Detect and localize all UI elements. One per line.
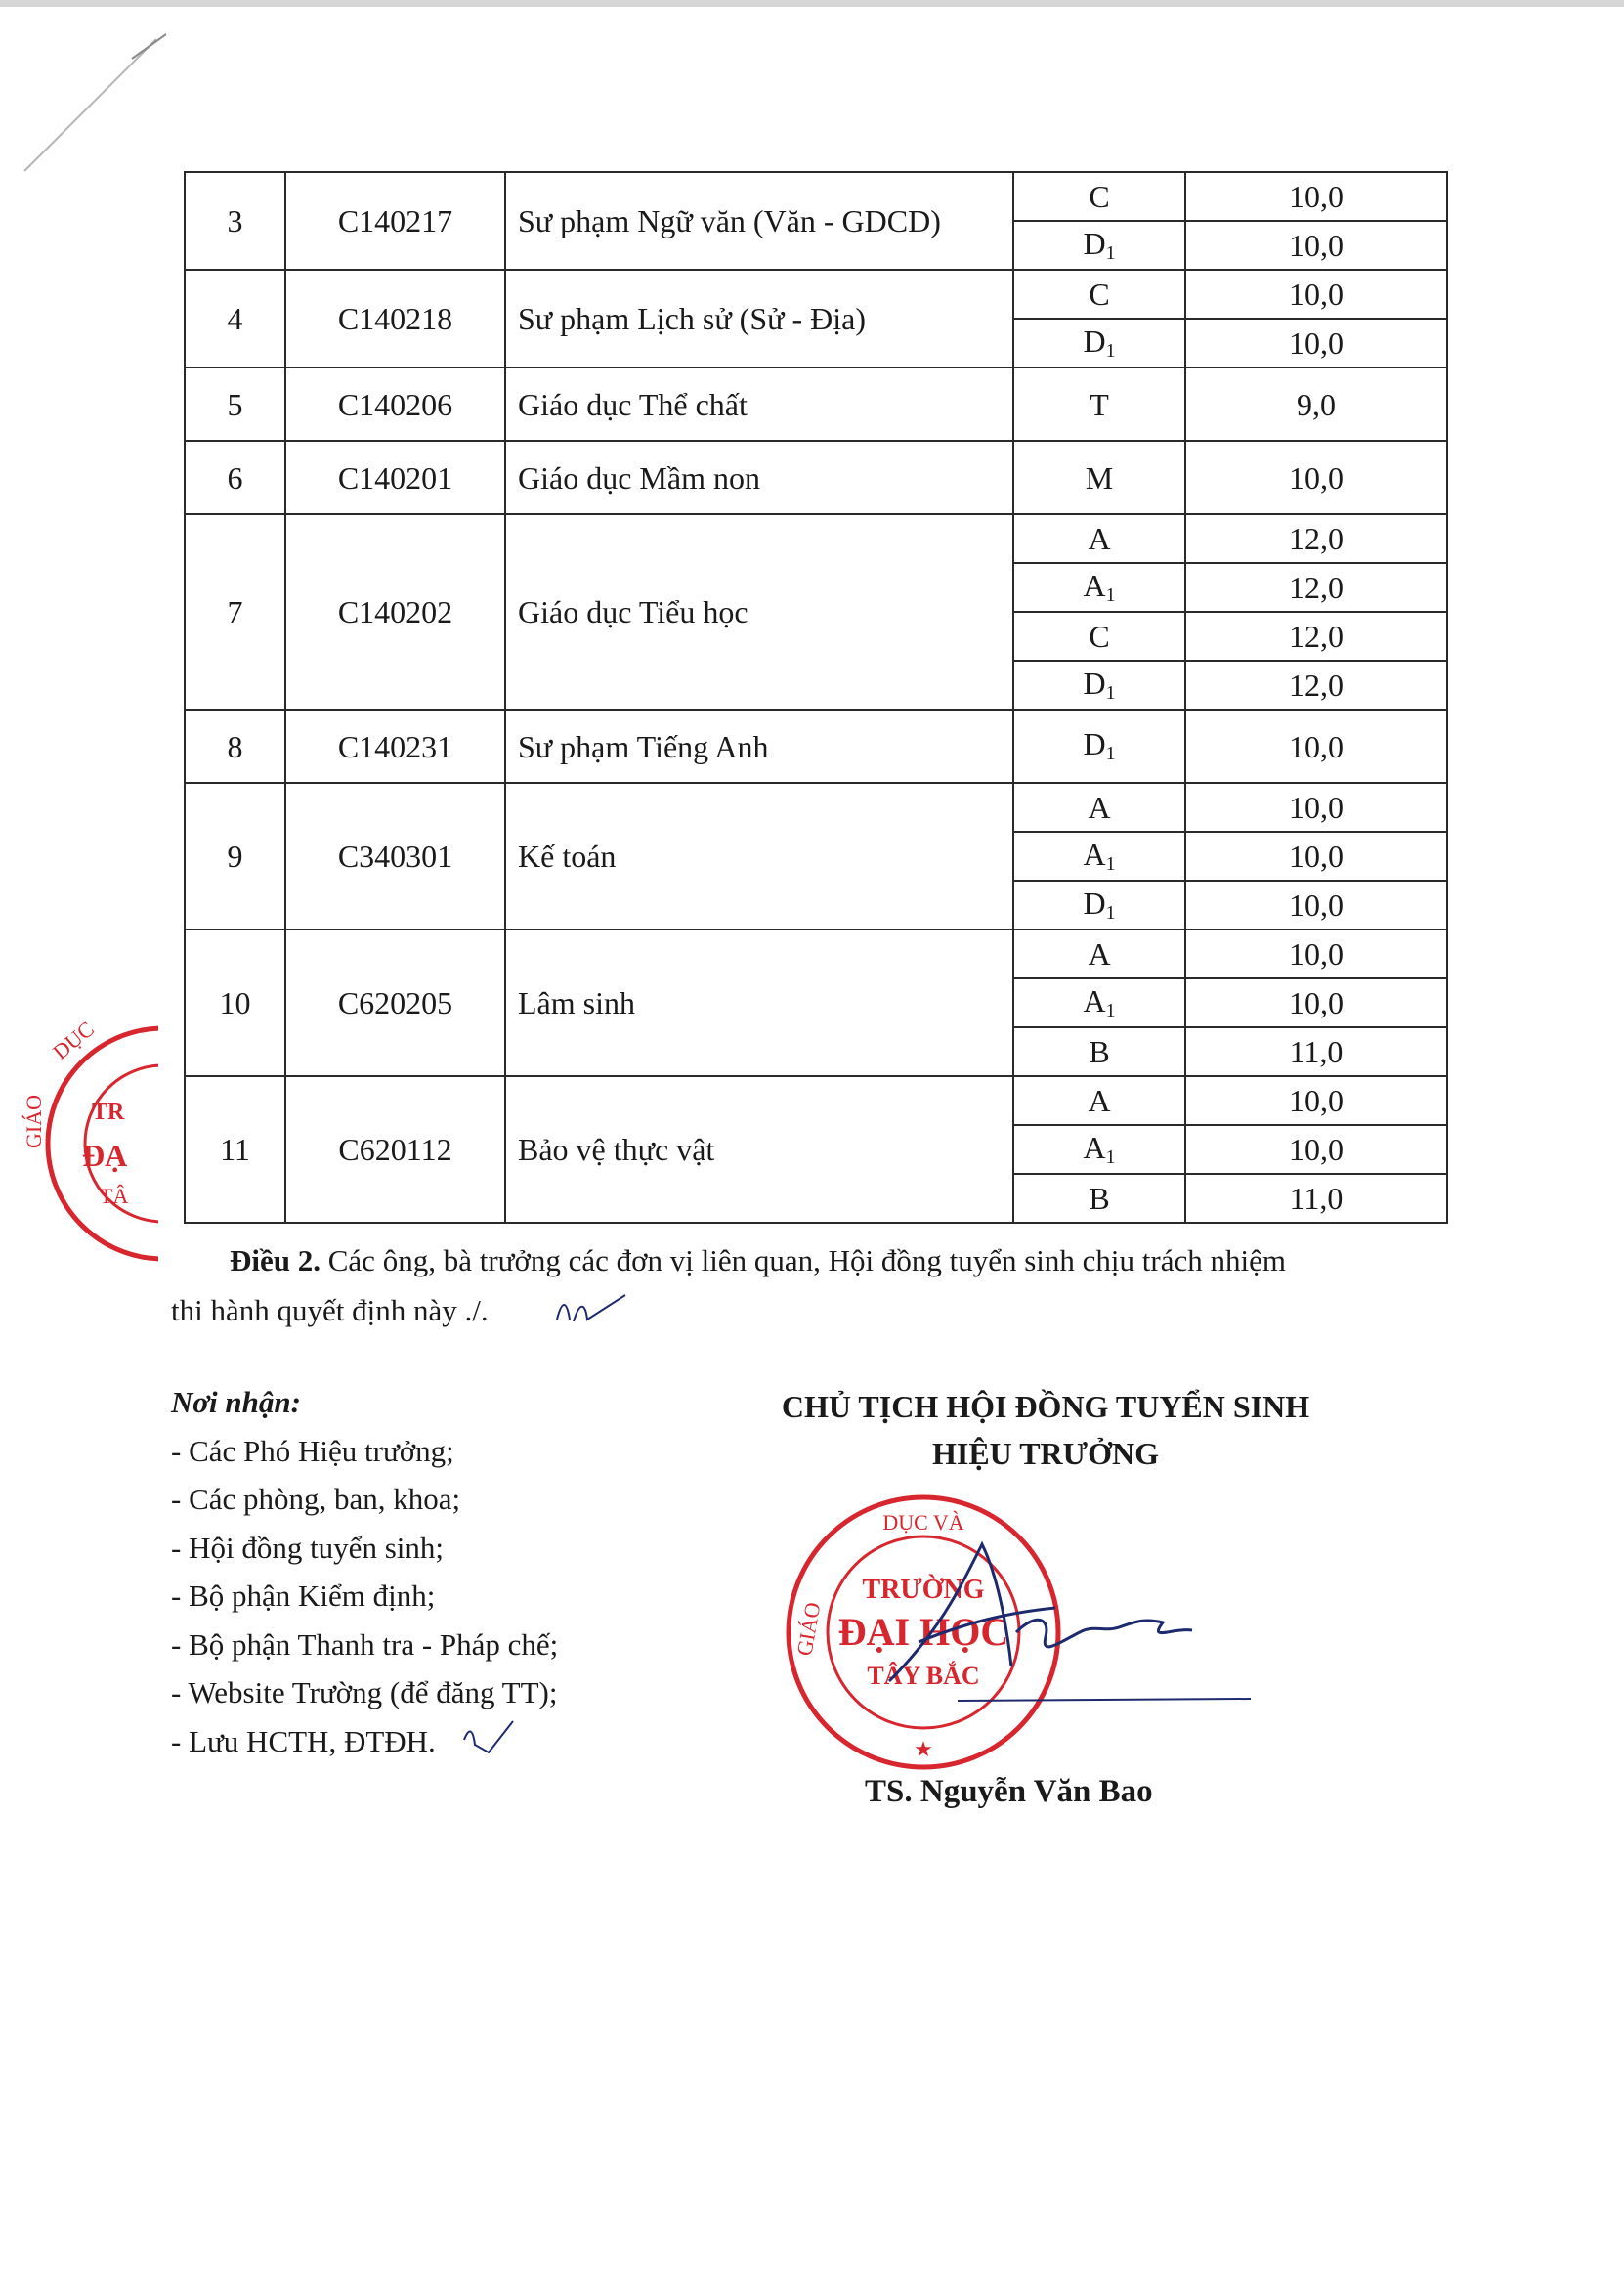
major-code-cell: C140202 — [285, 514, 505, 710]
table-body — [185, 172, 1447, 1223]
exam-block-letter: A — [1088, 936, 1111, 972]
exam-block-subscript: 1 — [1105, 681, 1116, 704]
exam-block-subscript: 1 — [1105, 743, 1116, 765]
recipient-item: - Lưu HCTH, ĐTĐH. — [171, 1723, 436, 1758]
stt-cell: 9 — [185, 783, 285, 930]
score-cell: 11,0 — [1185, 1027, 1447, 1076]
exam-block-cell — [1013, 1174, 1185, 1223]
svg-text:GIÁO: GIÁO — [791, 1600, 826, 1658]
score-cell: 12,0 — [1185, 563, 1447, 612]
svg-text:TR: TR — [92, 1100, 125, 1125]
major-name-cell: Sư phạm Lịch sử (Sử - Địa) — [505, 270, 1013, 368]
signer-title-line1: CHỦ TỊCH HỘI ĐỒNG TUYỂN SINH — [781, 1389, 1310, 1424]
initials-mark — [459, 1715, 537, 1754]
score-cell: 12,0 — [1185, 514, 1447, 563]
score-cell: 10,0 — [1185, 1076, 1447, 1125]
exam-block-subscript: 1 — [1105, 852, 1116, 875]
major-name-cell: Lâm sinh — [505, 930, 1013, 1076]
table-row — [185, 441, 1447, 514]
scan-edge — [0, 0, 1624, 7]
major-name-cell: Kế toán — [505, 783, 1013, 930]
stt-cell: 7 — [185, 514, 285, 710]
recipient-item: - Các phòng, ban, khoa; — [171, 1482, 461, 1516]
major-code-cell: C140231 — [285, 710, 505, 783]
table-row — [185, 270, 1447, 319]
exam-block-cell — [1013, 514, 1185, 563]
exam-block-cell — [1013, 221, 1185, 270]
article-text-line2: thi hành quyết định này ./. — [171, 1293, 489, 1327]
svg-text:TÂ: TÂ — [100, 1184, 129, 1208]
exam-block-subscript: 1 — [1105, 1146, 1116, 1168]
score-cell: 10,0 — [1185, 710, 1447, 783]
exam-block-letter: C — [1089, 179, 1110, 214]
score-cell: 10,0 — [1185, 319, 1447, 368]
score-cell: 10,0 — [1185, 930, 1447, 978]
exam-block-letter: M — [1085, 459, 1114, 496]
recipient-item: - Hội đồng tuyển sinh; — [171, 1530, 444, 1565]
exam-block-letter: D — [1083, 323, 1106, 359]
major-name-cell: Sư phạm Ngữ văn (Văn - GDCD) — [505, 172, 1013, 270]
stt-cell: 4 — [185, 270, 285, 368]
score-cell: 10,0 — [1185, 441, 1447, 514]
major-code-cell: C140217 — [285, 172, 505, 270]
score-cell: 12,0 — [1185, 612, 1447, 661]
exam-block-subscript: 1 — [1105, 584, 1116, 606]
exam-block-cell — [1013, 783, 1185, 832]
initials-mark — [552, 1290, 630, 1329]
exam-block-letter: A — [1083, 982, 1106, 1018]
score-cell: 10,0 — [1185, 881, 1447, 930]
table-row — [185, 783, 1447, 832]
exam-block-cell — [1013, 319, 1185, 368]
exam-block-letter: C — [1089, 277, 1110, 312]
stt-cell: 10 — [185, 930, 285, 1076]
score-cell: 9,0 — [1185, 368, 1447, 441]
major-name-cell: Giáo dục Mầm non — [505, 441, 1013, 514]
signer-name: TS. Nguyễn Văn Bao — [865, 1774, 1153, 1809]
major-name-cell: Giáo dục Tiểu học — [505, 514, 1013, 710]
article-2 — [171, 1235, 1471, 1335]
handwritten-signature — [850, 1535, 1261, 1730]
svg-text:TRƯỜNG: TRƯỜNG — [862, 1575, 985, 1605]
svg-text:TÂY BẮC: TÂY BẮC — [867, 1662, 980, 1690]
exam-block-letter: D — [1083, 225, 1106, 261]
exam-block-letter: A — [1088, 521, 1111, 556]
exam-block-letter: T — [1090, 386, 1109, 422]
exam-block-cell — [1013, 881, 1185, 930]
svg-text:DỤC: DỤC — [48, 1016, 99, 1064]
exam-block-letter: D — [1083, 726, 1106, 762]
exam-block-cell — [1013, 710, 1185, 783]
exam-block-letter: D — [1083, 665, 1106, 701]
score-cell: 10,0 — [1185, 270, 1447, 319]
exam-block-cell — [1013, 930, 1185, 978]
major-code-cell: C140201 — [285, 441, 505, 514]
exam-block-cell — [1013, 441, 1185, 514]
exam-block-letter: B — [1089, 1034, 1110, 1069]
article-text-line1: Các ông, bà trưởng các đơn vị liên quan, Hội đồng tuyển sinh chịu trách nhiệm — [321, 1243, 1286, 1277]
exam-block-subscript: 1 — [1105, 999, 1116, 1021]
exam-block-cell — [1013, 1027, 1185, 1076]
score-cell: 10,0 — [1185, 783, 1447, 832]
exam-block-cell — [1013, 368, 1185, 441]
svg-text:ĐẠ: ĐẠ — [82, 1138, 128, 1173]
major-code-cell: C620205 — [285, 930, 505, 1076]
exam-block-letter: A — [1083, 1129, 1106, 1165]
recipient-item: - Các Phó Hiệu trưởng; — [171, 1433, 454, 1468]
table-row — [185, 514, 1447, 563]
recipient-item: - Bộ phận Kiểm định; — [171, 1579, 436, 1613]
exam-block-cell — [1013, 612, 1185, 661]
exam-block-letter: A — [1088, 790, 1111, 825]
exam-block-cell — [1013, 832, 1185, 881]
scan-mark — [20, 20, 215, 176]
exam-block-cell — [1013, 1076, 1185, 1125]
signer-title-line2: HIỆU TRƯỞNG — [931, 1436, 1160, 1471]
stamp-seal-partial — [21, 1002, 158, 1285]
exam-block-letter: D — [1083, 885, 1106, 921]
score-cell: 12,0 — [1185, 661, 1447, 710]
article-label: Điều 2. — [230, 1243, 321, 1277]
stt-cell: 11 — [185, 1076, 285, 1223]
svg-text:GIÁO: GIÁO — [21, 1095, 46, 1148]
recipient-item: - Website Trường (để đăng TT); — [171, 1675, 558, 1709]
recipients-list — [171, 1378, 718, 1765]
exam-block-cell — [1013, 978, 1185, 1027]
table-row — [185, 368, 1447, 441]
major-code-cell: C140206 — [285, 368, 505, 441]
exam-block-letter: A — [1083, 836, 1106, 872]
stt-cell: 6 — [185, 441, 285, 514]
major-code-cell: C140218 — [285, 270, 505, 368]
exam-block-letter: A — [1083, 567, 1106, 603]
table-row — [185, 930, 1447, 978]
svg-text:★: ★ — [914, 1737, 933, 1761]
score-cell: 11,0 — [1185, 1174, 1447, 1223]
score-cell: 10,0 — [1185, 832, 1447, 881]
major-name-cell: Sư phạm Tiếng Anh — [505, 710, 1013, 783]
score-cell: 10,0 — [1185, 221, 1447, 270]
table-row — [185, 172, 1447, 221]
exam-block-cell — [1013, 563, 1185, 612]
major-name-cell: Bảo vệ thực vật — [505, 1076, 1013, 1223]
exam-block-cell — [1013, 172, 1185, 221]
exam-block-cell — [1013, 661, 1185, 710]
table-row — [185, 710, 1447, 783]
svg-text:ĐẠI HỌC: ĐẠI HỌC — [837, 1610, 1009, 1654]
stt-cell: 3 — [185, 172, 285, 270]
major-code-cell: C620112 — [285, 1076, 505, 1223]
exam-block-letter: B — [1089, 1181, 1110, 1216]
stt-cell: 5 — [185, 368, 285, 441]
exam-block-subscript: 1 — [1105, 339, 1116, 362]
exam-block-subscript: 1 — [1105, 901, 1116, 924]
recipient-item: - Bộ phận Thanh tra - Pháp chế; — [171, 1626, 559, 1662]
score-cell: 10,0 — [1185, 172, 1447, 221]
stt-cell: 8 — [185, 710, 285, 783]
exam-block-cell — [1013, 1125, 1185, 1174]
score-cell: 10,0 — [1185, 1125, 1447, 1174]
major-code-cell: C340301 — [285, 783, 505, 930]
signature-block — [674, 1383, 1417, 1477]
exam-block-letter: C — [1089, 619, 1110, 654]
recipients-heading: Nơi nhận: — [171, 1385, 301, 1419]
exam-block-letter: A — [1088, 1083, 1111, 1118]
exam-block-cell — [1013, 270, 1185, 319]
exam-block-subscript: 1 — [1105, 241, 1116, 264]
admission-score-table — [184, 171, 1448, 1224]
table-row — [185, 1076, 1447, 1125]
major-name-cell: Giáo dục Thể chất — [505, 368, 1013, 441]
svg-text:DỤC VÀ: DỤC VÀ — [882, 1510, 964, 1535]
score-cell: 10,0 — [1185, 978, 1447, 1027]
